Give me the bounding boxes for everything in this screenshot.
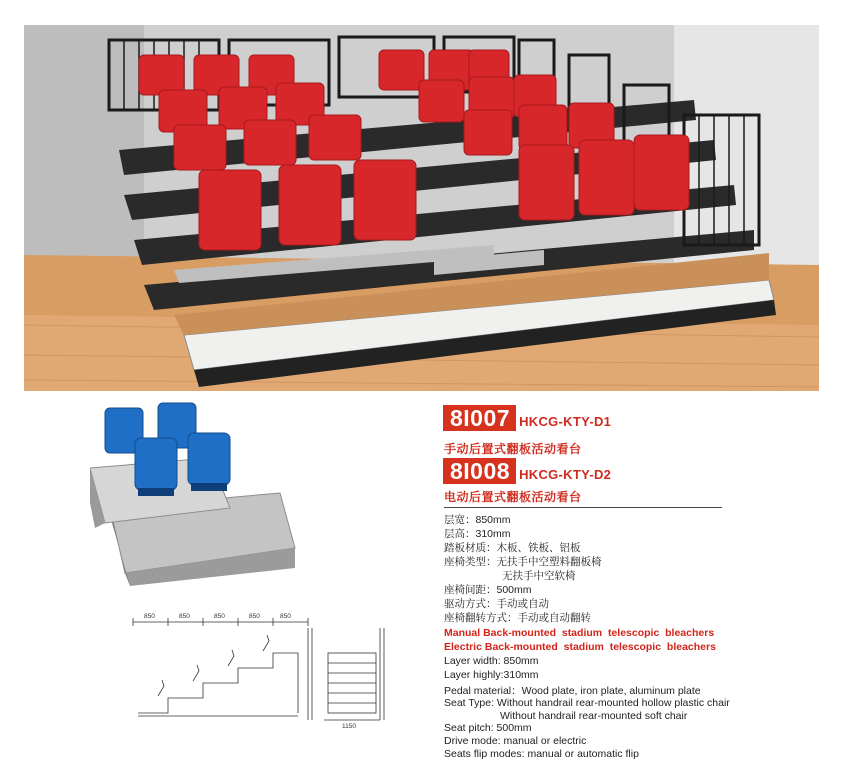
product-model: HKCG-KTY-D1: [519, 414, 612, 429]
divider: [444, 507, 722, 508]
cn-spec-layer-width: 层宽：850mm: [444, 514, 511, 526]
en-title-electric: Electric Back-mounted stadium telescopic bleachers: [444, 641, 716, 653]
en-spec-seat-type-2: Without handrail rear-mounted soft chair: [500, 710, 688, 722]
dim-label: 850: [280, 613, 291, 620]
product-model: HKCG-KTY-D2: [519, 467, 612, 482]
product-code-row: [443, 458, 611, 484]
en-spec-layer-height: Layer highly:310mm: [444, 669, 539, 681]
blue-seat-bleacher-photo: [90, 398, 310, 586]
en-spec-drive-mode: Drive mode: manual or electric: [444, 735, 587, 747]
dim-label: 850: [249, 613, 260, 620]
en-spec-seat-pitch: Seat pitch: 500mm: [444, 722, 532, 734]
en-spec-layer-width: Layer width: 850mm: [444, 655, 539, 667]
dim-label: 850: [179, 613, 190, 620]
cn-spec-drive-mode: 驱动方式：手动或自动: [444, 598, 549, 610]
bleacher-hero-photo: [24, 25, 819, 391]
product-code-badge: 8I008: [443, 458, 516, 484]
dim-label: 850: [144, 613, 155, 620]
blue-bleacher-illustration: [90, 398, 310, 586]
bleacher-dimension-drawing: [128, 608, 398, 730]
product-code-row: [443, 405, 611, 431]
cn-spec-seat-type: 座椅类型：无扶手中空塑料翻板椅: [444, 556, 602, 568]
cn-spec-seat-type-2: 无扶手中空软椅: [502, 570, 576, 582]
red-bleacher-illustration: [24, 25, 819, 391]
product-cn-title: 电动后置式翻板活动看台: [444, 490, 582, 504]
dim-label: 850: [214, 613, 225, 620]
en-spec-pedal-material: Pedal material：Wood plate, iron plate, aluminum plate: [444, 685, 701, 697]
dim-label: 1150: [342, 723, 356, 730]
cn-spec-layer-height: 层高：310mm: [444, 528, 511, 540]
en-title-manual: Manual Back-mounted stadium telescopic bleachers: [444, 627, 715, 639]
cn-spec-pedal-material: 踏板材质：木板、铁板、铝板: [444, 542, 581, 554]
cn-spec-seat-pitch: 座椅间距：500mm: [444, 584, 532, 596]
en-spec-seat-type: Seat Type: Without handrail rear-mounted hollow plastic chair: [444, 697, 730, 709]
cn-spec-flip-mode: 座椅翻转方式：手动或自动翻转: [444, 612, 591, 624]
en-spec-flip-mode: Seats flip modes: manual or automatic flip: [444, 748, 639, 760]
technical-drawing: [128, 608, 398, 730]
product-code-badge: 8I007: [443, 405, 516, 431]
product-cn-title: 手动后置式翻板活动看台: [444, 442, 582, 456]
